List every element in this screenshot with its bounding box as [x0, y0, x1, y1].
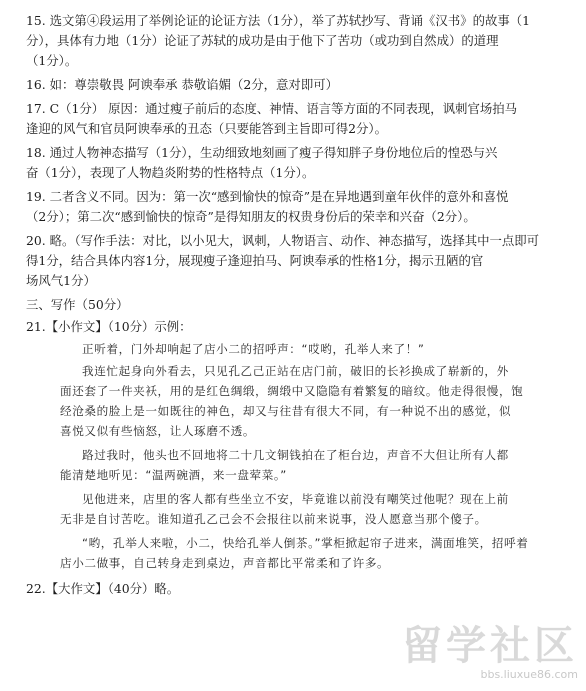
answer-15-line-2: 分），具体有力地（1分）论证了苏轼的成功是由于他下了苦功（或功到自然成）的道理 — [26, 33, 499, 48]
section-heading-writing: 三、写作（50分） — [26, 297, 129, 312]
answer-17-line-2: 逢迎的风气和官员阿谀奉承的丑态（只要能答到主旨即可得2分）。 — [26, 121, 388, 136]
essay-paragraph-5-line-1: “哟，孔举人来啦，小二，快给孔举人倒茶。”掌柜掀起帘子进来，满面堆笑，招呼着 — [82, 536, 529, 550]
answer-17-line-1: 17. C（1分） 原因：通过瘦子前后的态度、神情、语言等方面的不同表现，讽刺官场拍马 — [26, 101, 518, 116]
essay-paragraph-3-line-2: 能清楚地听见：“温两碗酒，来一盘荤菜。” — [60, 468, 287, 482]
essay-paragraph-2-line-3: 经沧桑的脸上是一如既往的神色，却又与往昔有很大不同，有一种说不出的感觉，似 — [60, 404, 512, 418]
essay-paragraph-4-line-1: 见他进来，店里的客人都有些坐立不安，毕竟谁以前没有嘲笑过他呢？现在上前 — [82, 492, 509, 506]
essay-paragraph-2-line-2: 面还套了一件夹袄，用的是红色绸缎，绸缎中又隐隐有着繁复的暗纹。他走得很慢，饱 — [60, 384, 524, 398]
essay-paragraph-4-line-2: 无非是自讨苦吃。谁知道孔乙己会不会报往以前来说事，没人愿意当那个傻子。 — [60, 512, 487, 526]
essay-paragraph-5-line-2: 店小二做事，自己转身走到桌边，声音都比平常柔和了许多。 — [60, 556, 390, 570]
essay-paragraph-2-line-4: 喜悦又似有些恼怒，让人琢磨不透。 — [60, 424, 256, 438]
answer-21-heading: 21.【小作文】（10分）示例： — [26, 319, 192, 334]
watermark-logo: 留学社区 — [402, 623, 578, 669]
answer-18-line-2: 奋（1分），表现了人物趋炎附势的性格特点（1分）。 — [26, 165, 315, 180]
answer-16: 16. 如：尊崇敬畏 阿谀奉承 恭敬谄媚（2分，意对即可） — [26, 77, 338, 92]
site-watermark — [402, 624, 578, 681]
answer-20-line-1: 20. 略。（写作手法：对比，以小见大，讽刺，人物语言、动作、神态描写，选择其中一点即可 — [26, 233, 540, 248]
essay-paragraph-1: 正听着，门外却响起了店小二的招呼声：“哎哟，孔举人来了！” — [82, 342, 425, 356]
watermark-url: bbs.liuxue86.com — [480, 668, 578, 681]
answer-20-line-3: 场风气1分） — [26, 273, 96, 288]
essay-paragraph-3-line-1: 路过我时，他头也不回地将二十几文铜钱拍在了柜台边，声音不大但让所有人都 — [82, 448, 509, 462]
answer-15-line-3: （1分）。 — [26, 53, 78, 68]
answer-18-line-1: 18. 通过人物神态描写（1分），生动细致地刻画了瘦子得知胖子身份地位后的惶恐与兴 — [26, 145, 498, 160]
answer-22: 22.【大作文】（40分）略。 — [26, 581, 180, 596]
answer-20-line-2: 得1分，结合具体内容1分，展现瘦子逢迎拍马、阿谀奉承的性格1分，揭示丑陋的官 — [26, 253, 484, 268]
answer-19-line-1: 19. 二者含义不同。因为：第一次“感到愉快的惊奇”是在异地遇到童年伙伴的意外和喜悦 — [26, 189, 509, 204]
essay-paragraph-2-line-1: 我连忙起身向外看去，只见孔乙己正站在店门前，破旧的长衫换成了崭新的，外 — [82, 364, 509, 378]
answer-15-line-1: 15. 选文第④段运用了举例论证的论证方法（1分），举了苏轼抄写、背诵《汉书》的故事（1 — [26, 13, 531, 28]
answer-19-line-2: （2分）；第二次“感到愉快的惊奇”是得知朋友的权贵身份后的荣幸和兴奋（2分）。 — [26, 209, 476, 224]
